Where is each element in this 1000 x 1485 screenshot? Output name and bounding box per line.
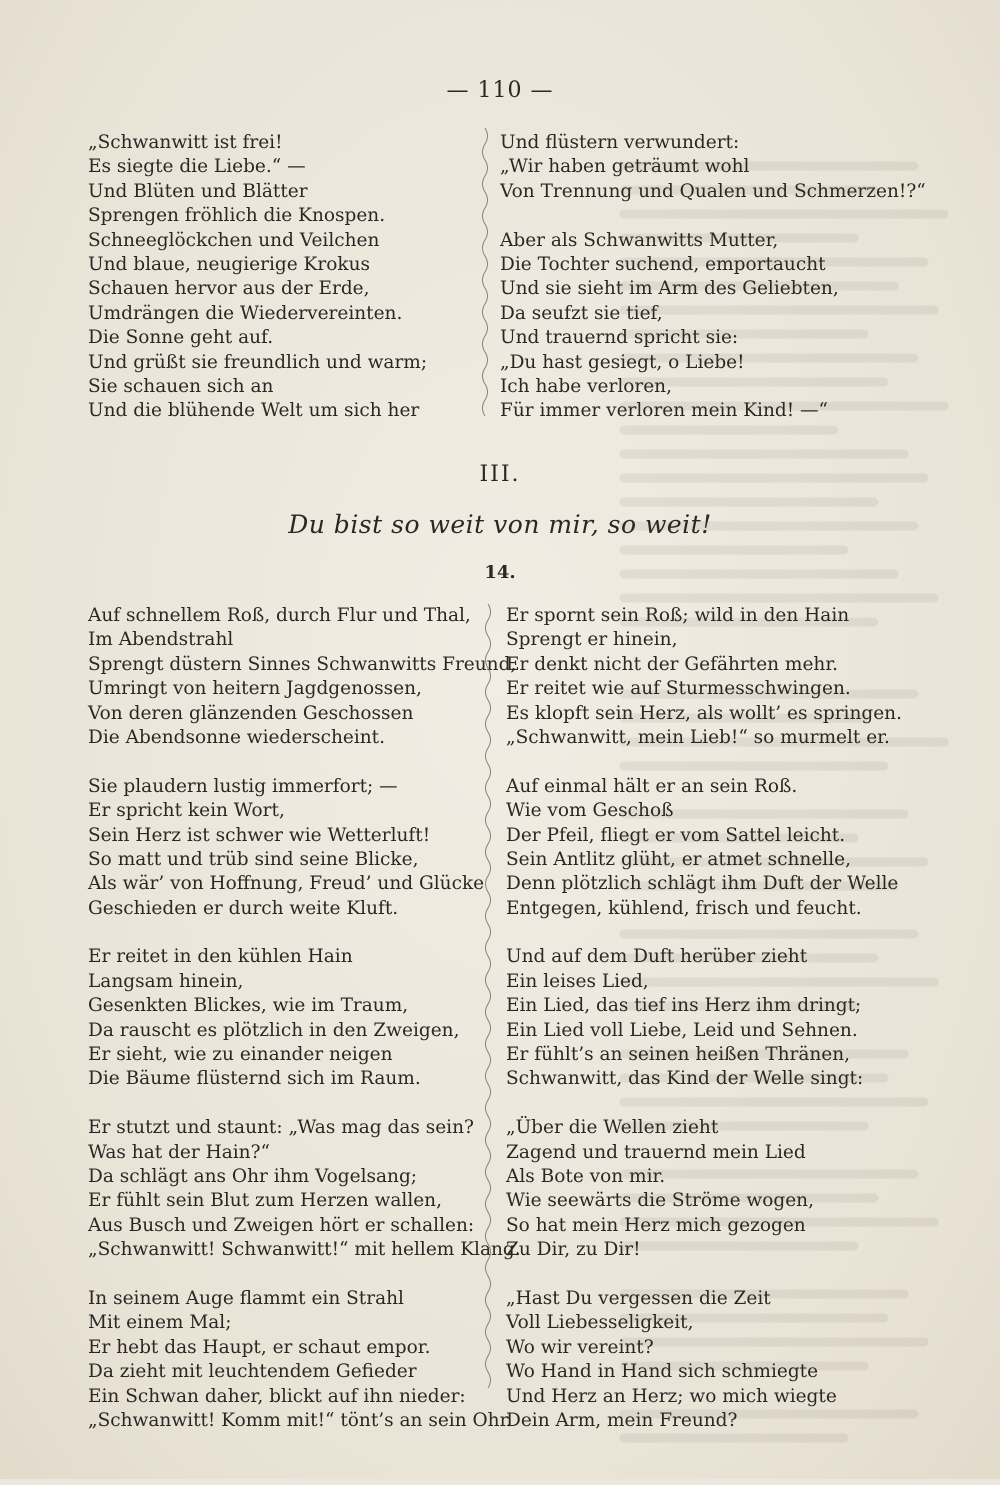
verse-line: Da rauscht es plötzlich in den Zweigen, [88, 1019, 460, 1041]
verse-line: Ein Lied voll Liebe, Leid und Sehnen. [506, 1019, 858, 1041]
verse-line: Er stutzt und staunt: „Was mag das sein? [88, 1117, 474, 1139]
verse-line: Und sie sieht im Arm des Geliebten, [500, 278, 839, 300]
verse-line: Und Herz an Herz; wo mich wiegte [506, 1385, 837, 1407]
verse-line: Da seufzt sie tief, [500, 302, 663, 324]
verse-line: „Schwanwitt, mein Lieb!“ so murmelt er. [506, 726, 890, 748]
stanza [500, 229, 926, 424]
stanza [88, 775, 521, 921]
verse-line: Schauen hervor aus der Erde, [88, 278, 370, 300]
verse-line: Was hat der Hain?“ [88, 1141, 270, 1163]
verse-line: „Wir haben geträumt wohl [500, 156, 750, 178]
verse-line: Ein Schwan daher, blickt auf ihn nieder: [88, 1385, 466, 1407]
verse-line: So matt und trüb sind seine Blicke, [88, 848, 419, 870]
verse-line: Im Abendstrahl [88, 629, 234, 651]
verse-line: Da zieht mit leuchtendem Gefieder [88, 1361, 417, 1383]
verse-line: Und grüßt sie freundlich und warm; [88, 351, 428, 373]
verse-line: Voll Liebesseligkeit, [506, 1312, 694, 1334]
verse-line: Und flüstern verwundert: [500, 132, 740, 153]
verse-line: Entgegen, kühlend, frisch und feucht. [506, 897, 862, 919]
verse-line: Sein Herz ist schwer wie Wetterluft! [88, 824, 431, 846]
verse-line: Schwanwitt, das Kind der Welle singt: [506, 1068, 864, 1090]
verse-line: Sie schauen sich an [88, 375, 274, 397]
verse-line: Sprengt er hinein, [506, 629, 678, 651]
verse-line: Wie seewärts die Ströme wogen, [506, 1190, 814, 1212]
verse-line: Die Abendsonne wiederscheint. [88, 726, 385, 748]
stanza [88, 1287, 521, 1433]
bottom-right-column [506, 604, 902, 1458]
verse-line: Und blaue, neugierige Krokus [88, 253, 370, 275]
verse-line: Und die blühende Welt um sich her [88, 400, 420, 422]
verse-line: Er spricht kein Wort, [88, 800, 285, 822]
top-left-column [88, 131, 427, 448]
verse-line: Er reitet wie auf Sturmesschwingen. [506, 678, 851, 700]
stanza [506, 604, 902, 750]
verse-line: In seinem Auge flammt ein Strahl [88, 1287, 404, 1309]
verse-line: Ich habe verloren, [500, 375, 672, 397]
verse-line: Zagend und trauernd mein Lied [506, 1141, 806, 1163]
verse-line: „Du hast gesiegt, o Liebe! [500, 351, 745, 373]
page-number: — 110 — [446, 78, 554, 103]
stanza [506, 1116, 902, 1262]
verse-line: „Schwanwitt ist frei! [88, 132, 283, 153]
verse-line: Langsam hinein, [88, 970, 244, 992]
verse-line: So hat mein Herz mich gezogen [506, 1214, 806, 1236]
column-divider-top [478, 128, 492, 418]
verse-line: Sein Antlitz glüht, er atmet schnelle, [506, 848, 851, 870]
stanza [88, 945, 521, 1091]
verse-line: Auf einmal hält er an sein Roß. [506, 775, 798, 797]
verse-line: Die Tochter suchend, emportaucht [500, 253, 826, 275]
verse-line: Aber als Schwanwitts Mutter, [500, 229, 779, 251]
verse-line: Gesenkten Blickes, wie im Traum, [88, 995, 409, 1017]
verse-line: Er reitet in den kühlen Hain [88, 946, 353, 968]
verse-line: Und auf dem Duft herüber zieht [506, 946, 808, 968]
verse-line: Wie vom Geschoß [506, 800, 674, 822]
top-right-column [500, 131, 926, 448]
verse-line: Der Pfeil, fliegt er vom Sattel leicht. [506, 824, 846, 846]
verse-line: „Über die Wellen zieht [506, 1117, 719, 1139]
verse-line: Da schlägt ans Ohr ihm Vogelsang; [88, 1165, 418, 1187]
stanza [88, 1116, 521, 1262]
verse-line: Als wär’ von Hoffnung, Freud’ und Glücke [88, 873, 485, 895]
verse-line: Er fühlt sein Blut zum Herzen wallen, [88, 1190, 442, 1212]
verse-line: Er hebt das Haupt, er schaut empor. [88, 1336, 431, 1358]
verse-line: Die Sonne geht auf. [88, 327, 274, 349]
verse-line: Geschieden er durch weite Kluft. [88, 897, 399, 919]
verse-line: Wo Hand in Hand sich schmiegte [506, 1361, 819, 1383]
verse-line: Er fühlt’s an seinen heißen Thränen, [506, 1044, 851, 1066]
stanza [506, 775, 902, 921]
verse-line: „Hast Du vergessen die Zeit [506, 1287, 771, 1309]
section-title: Du bist so weit von mir, so weit! [288, 510, 712, 539]
verse-line: „Schwanwitt! Schwanwitt!“ mit hellem Klang. [88, 1239, 521, 1261]
verse-line: „Schwanwitt! Komm mit!“ tönt’s an sein Ohr. [88, 1409, 513, 1431]
stanza [506, 945, 902, 1091]
verse-line: Er spornt sein Roß; wild in den Hain [506, 605, 850, 626]
bottom-left-column [88, 604, 521, 1458]
verse-line: Mit einem Mal; [88, 1312, 232, 1334]
verse-line: Die Bäume flüsternd sich im Raum. [88, 1068, 421, 1090]
verse-line: Als Bote von mir. [506, 1165, 666, 1187]
verse-line: Und trauernd spricht sie: [500, 327, 739, 349]
verse-line: Es siegte die Liebe.“ — [88, 156, 306, 178]
poem-number: 14. [484, 562, 516, 583]
verse-line: Denn plötzlich schlägt ihm Duft der Welle [506, 873, 899, 895]
verse-line: Auf schnellem Roß, durch Flur und Thal, [88, 605, 471, 626]
verse-line: Umdrängen die Wiedervereinten. [88, 302, 403, 324]
verse-line: Und Blüten und Blätter [88, 180, 308, 202]
verse-line: Sprengen fröhlich die Knospen. [88, 205, 386, 227]
stanza [506, 1287, 902, 1433]
verse-line: Zu Dir, zu Dir! [506, 1239, 641, 1261]
verse-line: Von Trennung und Qualen und Schmerzen!?“ [500, 180, 926, 202]
verse-line: Von deren glänzenden Geschossen [88, 702, 414, 724]
verse-line: Sie plaudern lustig immerfort; — [88, 775, 398, 797]
verse-line: Schneeglöckchen und Veilchen [88, 229, 380, 251]
verse-line: Umringt von heitern Jagdgenossen, [88, 678, 422, 700]
stanza [88, 604, 521, 750]
verse-line: Sprengt düstern Sinnes Schwanwitts Freund, [88, 653, 517, 675]
verse-line: Aus Busch und Zweigen hört er schallen: [88, 1214, 475, 1236]
column-divider-bottom [481, 604, 495, 1394]
verse-line: Er denkt nicht der Gefährten mehr. [506, 653, 839, 675]
verse-line: Ein Lied, das tief ins Herz ihm dringt; [506, 995, 862, 1017]
verse-line: Es klopft sein Herz, als wollt’ es springen. [506, 702, 902, 724]
verse-line: Dein Arm, mein Freund? [506, 1409, 738, 1431]
section-number: III. [479, 462, 521, 487]
stanza [500, 131, 926, 204]
stanza [88, 131, 427, 424]
verse-line: Ein leises Lied, [506, 970, 649, 992]
verse-line: Für immer verloren mein Kind! —“ [500, 400, 829, 422]
verse-line: Wo wir vereint? [506, 1336, 654, 1358]
verse-line: Er sieht, wie zu einander neigen [88, 1044, 393, 1066]
